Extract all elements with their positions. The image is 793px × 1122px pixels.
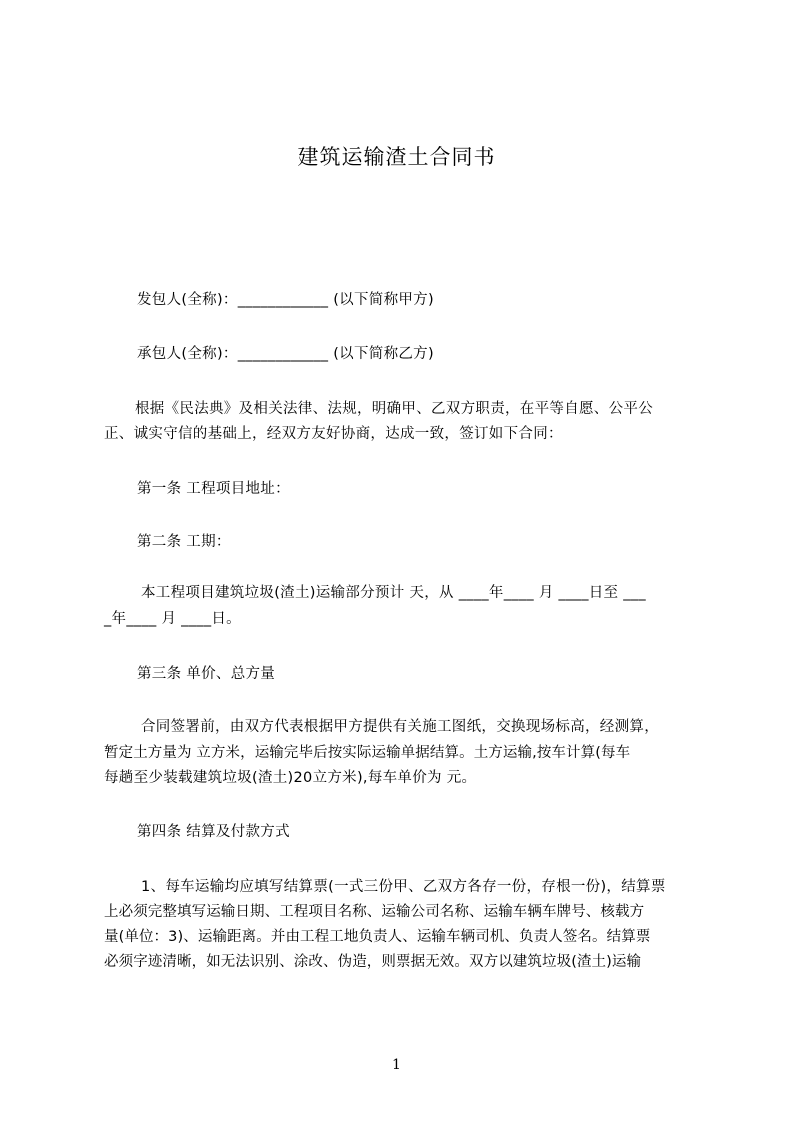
article-4-body-line: 量(单位：3)、运输距离。并由工程工地负责人、运输车辆司机、负责人签名。结算票 [104,929,651,945]
article-4-body-line: 上必须完整填写运输日期、工程项目名称、运输公司名称、运输车辆车牌号、核载方 [104,904,645,920]
article-4-body-line: 1、每车运输均应填写结算票(一式三份甲、乙双方各存一份，存根一份)，结算票 [141,879,666,895]
article-3-body-continued [104,741,630,791]
article-2-body-line: 本工程项目建筑垃圾(渣土)运输部分预计 天，从 ____年____ 月 ____日至 ___ [141,585,646,601]
party-a-line: 发包人(全称)：____________ (以下简称甲方) [137,292,434,308]
article-2-body-continued [104,607,241,632]
article-4-body-line: 必须字迹清晰，如无法识别、涂改、伪造，则票据无效。双方以建筑垃圾(渣土)运输 [104,954,642,970]
article-4-body-continued [104,900,698,975]
article-2-heading: 第二条 工期： [137,534,231,550]
article-3-body-line: 合同签署前，由双方代表根据甲方提供有关施工图纸，交换现场标高，经测算， [141,719,659,735]
article-1-heading: 第一条 工程项目地址： [137,481,290,497]
article-2-body-line: _年____ 月 ____日。 [104,611,241,627]
page-number: 1 [392,1057,401,1073]
preamble-line: 根据《民法典》及相关法律、法规，明确甲、乙双方职责，在平等自愿、公平公 [135,401,653,417]
article-3-body [141,715,659,740]
article-3-body-line: 每趟至少装载建筑垃圾(渣土)20立方米),每车单价为 元。 [104,770,477,786]
article-2-body [141,581,646,606]
article-4-body [141,875,666,900]
article-4-heading: 第四条 结算及付款方式 [137,824,290,840]
preamble-line: 正、诚实守信的基础上，经双方友好协商，达成一致，签订如下合同： [104,426,563,442]
preamble-paragraph [135,397,653,422]
document-title: 建筑运输渣土合同书 [297,145,496,169]
article-3-body-line: 暂定土方量为 立方米，运输完毕后按实际运输单据结算。土方运输,按车计算(每车 [104,745,631,761]
party-b-line: 承包人(全称)：____________ (以下简称乙方) [137,346,434,362]
article-3-heading: 第三条 单价、总方量 [137,666,276,682]
preamble-paragraph-continued [104,422,563,447]
